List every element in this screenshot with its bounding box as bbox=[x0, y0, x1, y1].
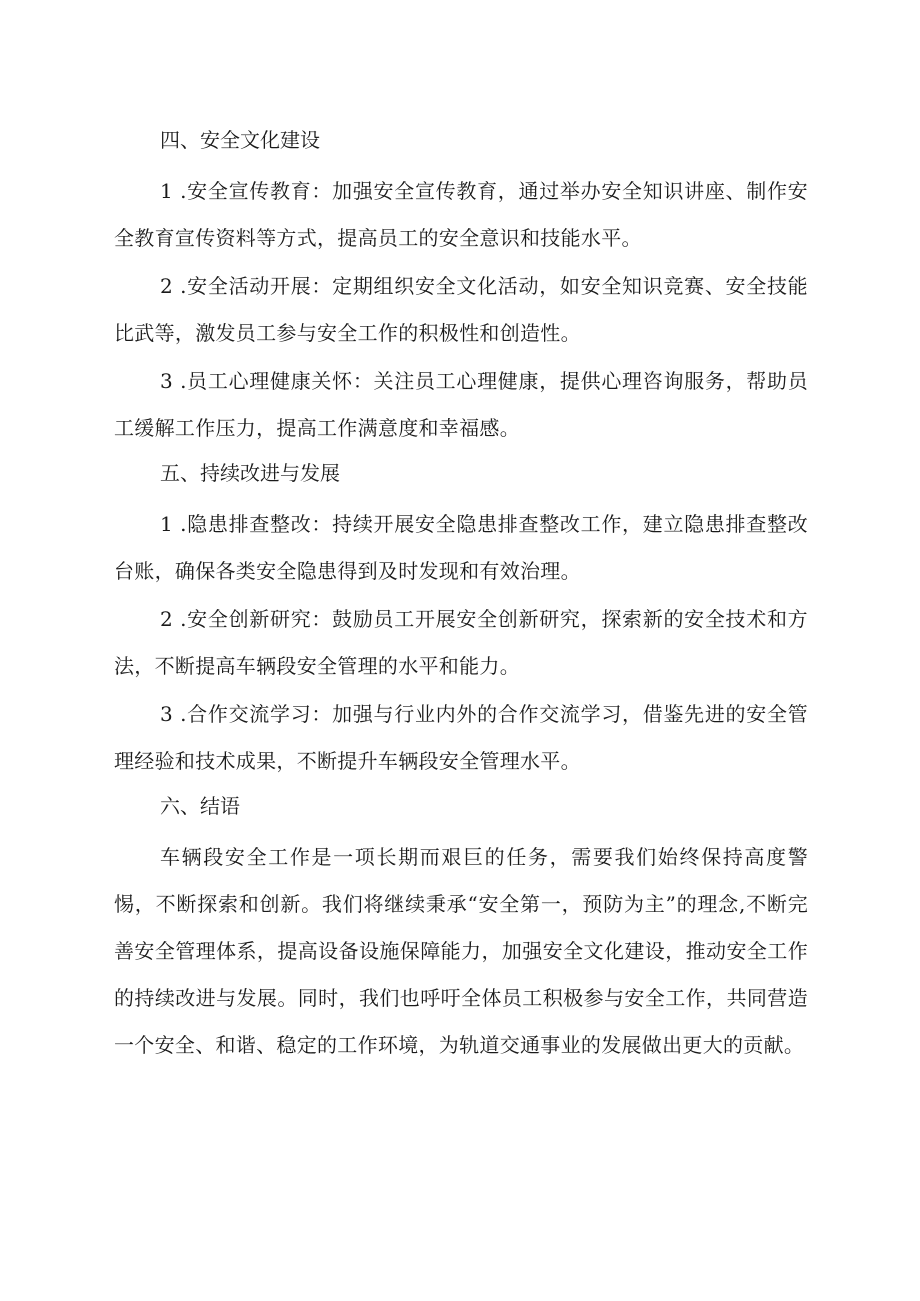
section-heading: 四、安全文化建设 bbox=[160, 128, 320, 152]
list-item bbox=[114, 358, 808, 452]
list-item bbox=[114, 596, 808, 690]
item-title: .安全宣传教育： bbox=[180, 179, 333, 203]
list-item bbox=[114, 263, 808, 357]
conclusion-paragraph: 车辆段安全工作是一项长期而艰巨的任务，需要我们始终保持高度警惕，不断探索和创新。我们将继续秉承“安全第一，预防为主”的理念,不断完善安全管理体系，提高设备设施保障能力，加强安全文化建设，推动安全工作的持续改进与发展。同时，我们也呼吁全体员工积极参与安全工作，共同营造一个安全、和谐、稳定的工作环境，为轨道交通事业的发展做出更大的贡献。 bbox=[114, 845, 808, 1057]
item-body: 加强安全宣传教育，通过举办安全知识讲座、制作安全教育宣传资料等方式，提高员工的安全意识和技能水平。 bbox=[114, 179, 808, 250]
item-title: .安全创新研究： bbox=[180, 607, 333, 631]
item-body: 鼓励员工开展安全创新研究，探索新的安全技术和方法，不断提高车辆段安全管理的水平和能力。 bbox=[114, 607, 808, 678]
item-body: 定期组织安全文化活动，如安全知识竞赛、安全技能比武等，激发员工参与安全工作的积极性和创造性。 bbox=[114, 274, 808, 345]
item-number: 1 bbox=[160, 179, 174, 203]
item-title: .安全活动开展： bbox=[180, 274, 333, 298]
item-title: .合作交流学习： bbox=[180, 702, 333, 726]
item-body: 持续开展安全隐患排查整改工作，建立隐患排查整改台账，确保各类安全隐患得到及时发现和有效治理。 bbox=[114, 512, 808, 583]
item-number: 2 bbox=[160, 607, 174, 631]
document-body bbox=[114, 120, 808, 1069]
item-title: .员工心理健康关怀： bbox=[180, 369, 374, 393]
list-item bbox=[114, 691, 808, 785]
item-number: 2 bbox=[160, 274, 174, 298]
item-number: 3 bbox=[160, 369, 174, 393]
item-body: 关注员工心理健康，提供心理咨询服务，帮助员工缓解工作压力，提高工作满意度和幸福感。 bbox=[114, 369, 808, 440]
section-heading: 五、持续改进与发展 bbox=[160, 461, 340, 485]
item-title: .隐患排查整改： bbox=[180, 512, 333, 536]
list-item bbox=[114, 501, 808, 595]
item-number: 3 bbox=[160, 702, 174, 726]
item-body: 加强与行业内外的合作交流学习，借鉴先进的安全管理经验和技术成果，不断提升车辆段安全管理水平。 bbox=[114, 702, 808, 773]
item-number: 1 bbox=[160, 512, 174, 536]
list-item bbox=[114, 168, 808, 262]
section-heading: 六、结语 bbox=[160, 794, 240, 818]
